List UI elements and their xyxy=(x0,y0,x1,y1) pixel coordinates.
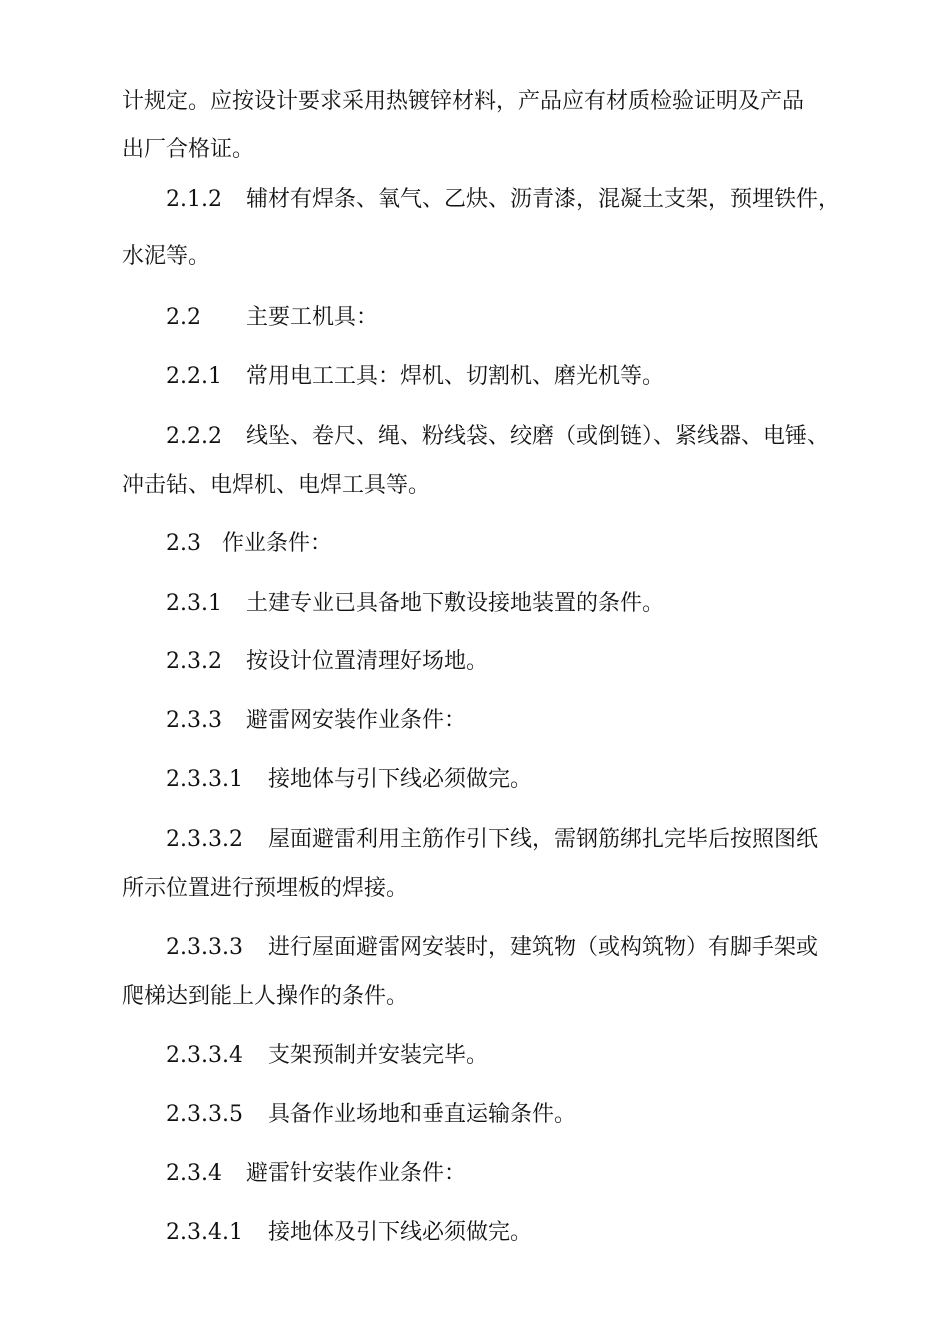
section-number: 2.3.3.1 xyxy=(166,767,243,792)
section-number: 2.2.2 xyxy=(166,424,222,449)
section-heading: 主要工机具： xyxy=(246,305,379,330)
section-number: 2.3 xyxy=(166,531,201,556)
paragraph-text: 出厂合格证。 xyxy=(122,137,255,162)
paragraph-text: 接地体与引下线必须做完。 xyxy=(268,767,533,792)
paragraph-text: 支架预制并安装完毕。 xyxy=(268,1043,489,1068)
section-number: 2.3.3.3 xyxy=(166,935,243,960)
paragraph-text: 具备作业场地和垂直运输条件。 xyxy=(268,1102,577,1127)
paragraph-text: 线坠、卷尺、绳、粉线袋、绞磨（或倒链）、紧线器、电锤、 xyxy=(246,424,830,449)
paragraph-text: 接地体及引下线必须做完。 xyxy=(268,1220,533,1245)
section-number: 2.3.3.4 xyxy=(166,1043,243,1068)
paragraph-text: 土建专业已具备地下敷设接地装置的条件。 xyxy=(246,591,665,616)
section-number: 2.3.3 xyxy=(166,708,222,733)
paragraph-text: 屋面避雷利用主筋作引下线，需钢筋绑扎完毕后按照图纸 xyxy=(268,827,819,852)
section-heading: 作业条件： xyxy=(222,531,333,556)
section-number: 2.3.1 xyxy=(166,591,222,616)
paragraph-text: 辅材有焊条、氧气、乙炔、沥青漆，混凝土支架，预埋铁件， xyxy=(246,187,841,212)
paragraph-text: 进行屋面避雷网安装时，建筑物（或构筑物）有脚手架或 xyxy=(268,935,819,960)
paragraph-text: 爬梯达到能上人操作的条件。 xyxy=(122,984,409,1009)
paragraph-text: 水泥等。 xyxy=(122,244,211,269)
section-number: 2.2 xyxy=(166,305,201,330)
section-heading: 避雷针安装作业条件： xyxy=(246,1161,467,1186)
section-number: 2.1.2 xyxy=(166,187,222,212)
paragraph-text: 计规定。应按设计要求采用热镀锌材料，产品应有材质检验证明及产品 xyxy=(122,89,805,114)
section-number: 2.3.3.5 xyxy=(166,1102,243,1127)
paragraph-text: 冲击钻、电焊机、电焊工具等。 xyxy=(122,473,431,498)
paragraph-text: 按设计位置清理好场地。 xyxy=(246,649,489,674)
section-number: 2.3.3.2 xyxy=(166,827,243,852)
section-number: 2.3.4 xyxy=(166,1161,222,1186)
section-number: 2.3.4.1 xyxy=(166,1220,243,1245)
paragraph-text: 常用电工工具：焊机、切割机、磨光机等。 xyxy=(246,364,665,389)
paragraph-text: 所示位置进行预埋板的焊接。 xyxy=(122,876,409,901)
section-number: 2.2.1 xyxy=(166,364,222,389)
section-number: 2.3.2 xyxy=(166,649,222,674)
section-heading: 避雷网安装作业条件： xyxy=(246,708,467,733)
